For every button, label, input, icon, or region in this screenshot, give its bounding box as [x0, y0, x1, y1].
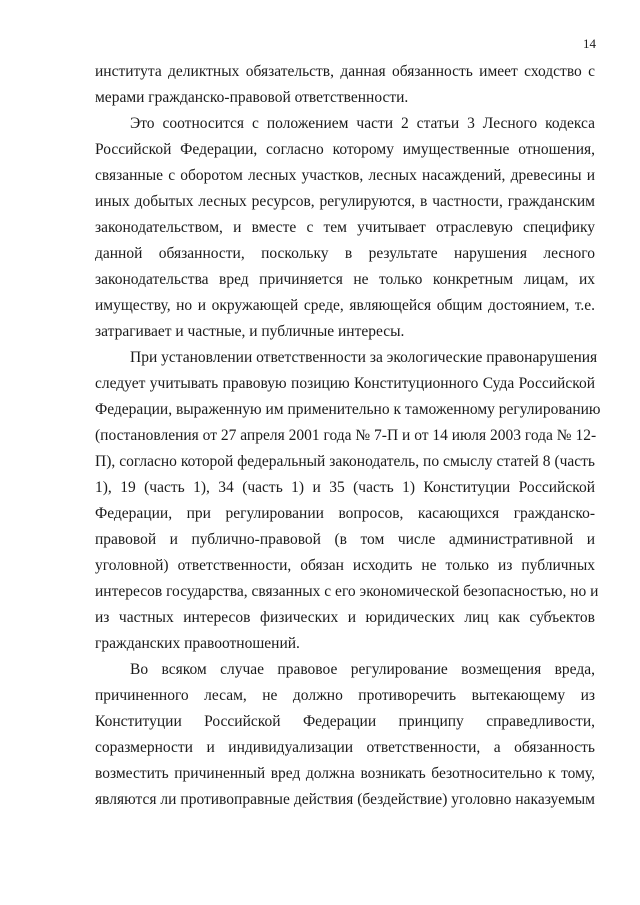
text-line: затрагивает и частные, и публичные интересы. [95, 323, 405, 340]
page-number: 14 [583, 36, 596, 51]
text-line: Конституции Российской Федерации принципу справедливости, [95, 713, 595, 730]
text-line: правовой и публично-правовой (в том числе административной и [95, 531, 595, 548]
text-line: следует учитывать правовую позицию Конституционного Суда Российской [95, 375, 595, 392]
text-line: соразмерности и индивидуализации ответственности, а обязанность [95, 739, 595, 756]
text-line: Федерации, при регулировании вопросов, касающихся гражданско- [95, 505, 595, 522]
text-line: законодательством, и вместе с тем учитывает отраслевую специфику [95, 219, 595, 236]
text-line: Федерации, выраженную им применительно к таможенному регулированию [95, 401, 601, 418]
text-line: из частных интересов физических и юридических лиц как субъектов [95, 609, 595, 626]
text-line: причиненного лесам, не должно противоречить вытекающему из [95, 687, 595, 704]
text-line: возместить причиненный вред должна возникать безотносительно к тому, [95, 765, 595, 782]
paragraph-first-line: Это соотносится с положением части 2 статьи 3 Лесного кодекса [130, 115, 595, 132]
text-line: являются ли противоправные действия (бездействие) уголовно наказуемым [95, 791, 595, 808]
text-line: иных добытых лесных ресурсов, регулируются, в частности, гражданским [95, 193, 595, 210]
text-line: мерами гражданско-правовой ответственности. [95, 89, 409, 106]
text-line: данной обязанности, поскольку в результате нарушения лесного [95, 245, 595, 262]
text-line: 1), 19 (часть 1), 34 (часть 1) и 35 (часть 1) Конституции Российской [95, 479, 595, 496]
text-line: законодательства вред причиняется не только конкретным лицам, их [95, 271, 595, 288]
paragraph-first-line: При установлении ответственности за экологические правонарушения [130, 349, 598, 366]
text-line: П), согласно которой федеральный законодатель, по смыслу статей 8 (часть [95, 453, 595, 470]
paragraph-first-line: Во всяком случае правовое регулирование возмещения вреда, [130, 661, 595, 678]
text-line: имуществу, но и окружающей среде, являющейся общим достоянием, т.е. [95, 297, 595, 314]
text-line: Российской Федерации, согласно которому имущественные отношения, [95, 141, 595, 158]
text-line: связанные с оборотом лесных участков, лесных насаждений, древесины и [95, 167, 595, 184]
text-line: (постановления от 27 апреля 2001 года № 7-П и от 14 июля 2003 года № 12- [95, 427, 597, 444]
text-line: гражданских правоотношений. [95, 635, 300, 652]
text-line: института деликтных обязательств, данная обязанность имеет сходство с [95, 63, 595, 80]
text-line: интересов государства, связанных с его экономической безопасностью, но и [95, 583, 599, 600]
text-line: уголовной) ответственности, обязан исходить не только из публичных [95, 557, 595, 574]
